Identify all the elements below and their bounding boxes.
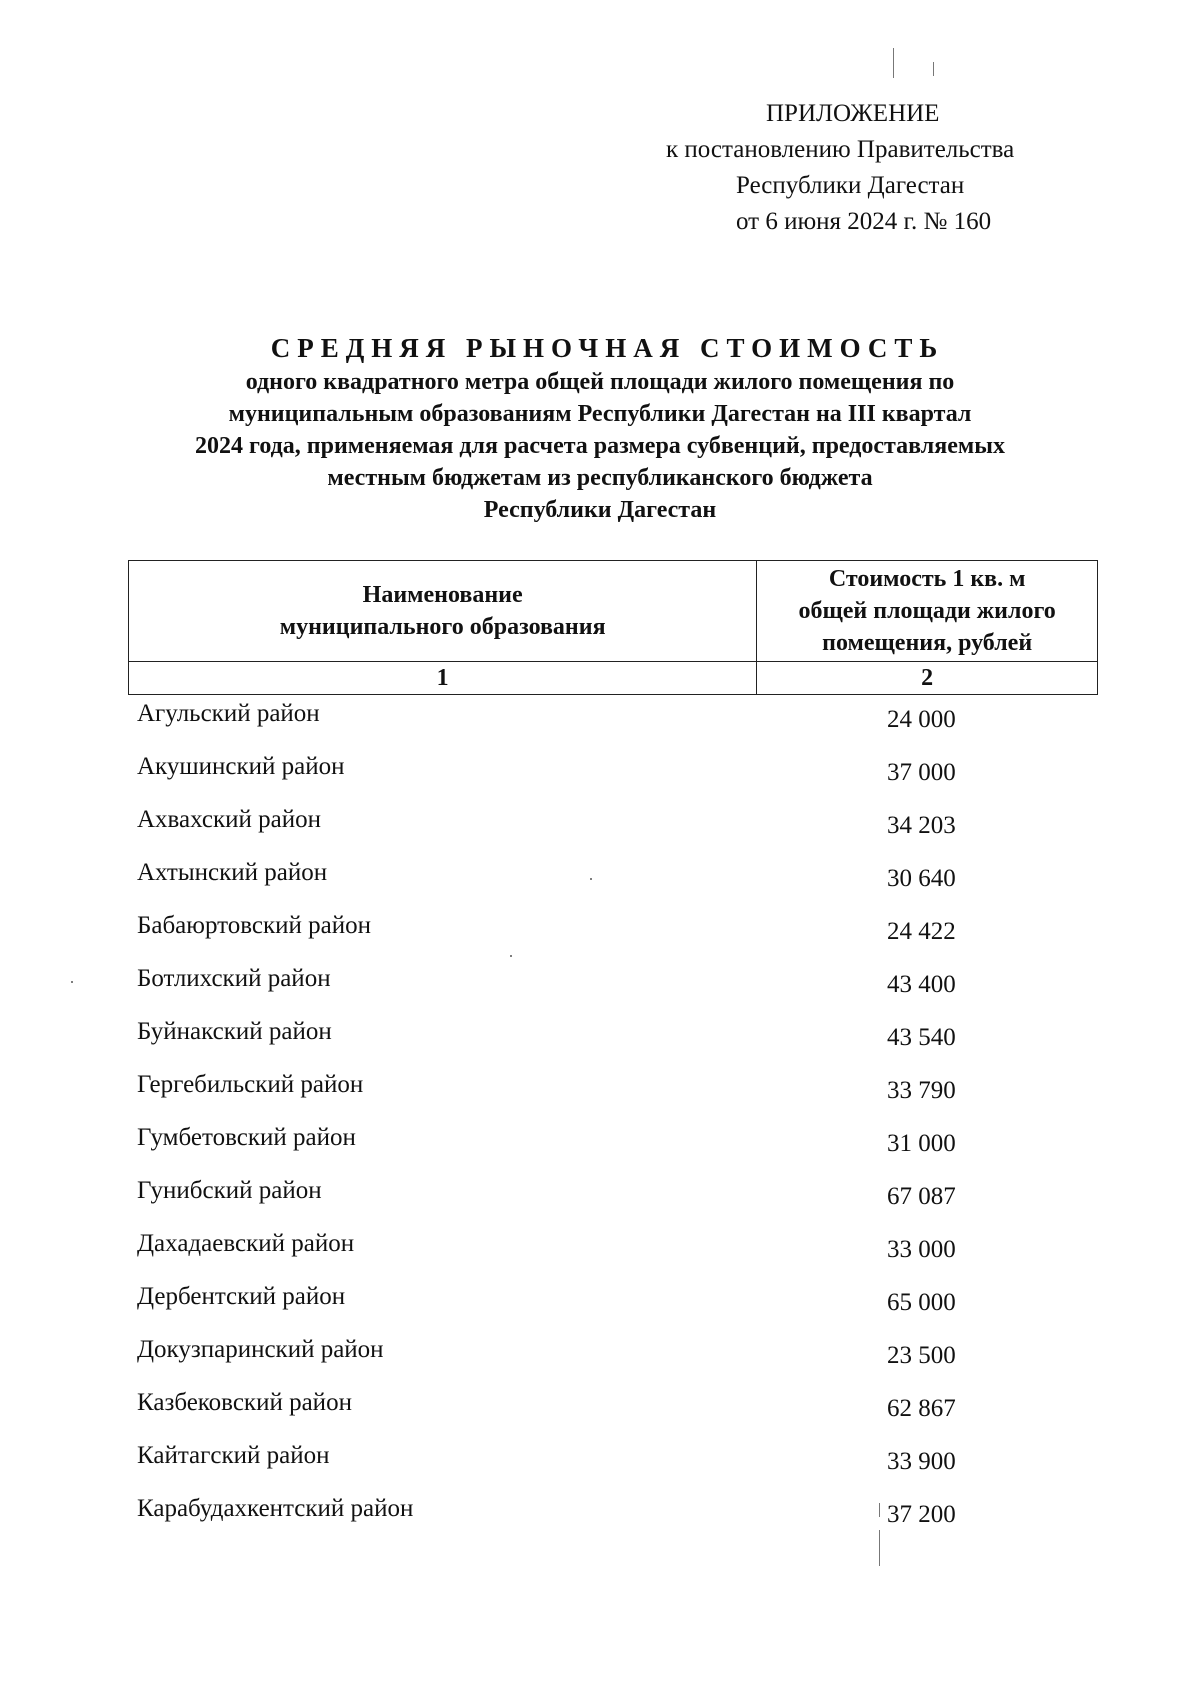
municipality-name: Ахвахский район	[137, 806, 322, 833]
cost-value: 34 203	[887, 812, 956, 839]
cost-value: 43 540	[887, 1024, 956, 1051]
municipality-name: Ботлихский район	[137, 965, 331, 992]
table-row	[137, 859, 1037, 912]
column-header-name	[129, 561, 757, 662]
municipality-name: Гергебильский район	[137, 1071, 364, 1098]
table-row	[137, 1283, 1037, 1336]
column-number-2: 2	[757, 662, 1098, 695]
appendix-resolution-ref: к постановлению Правительства	[666, 136, 1015, 163]
cost-value: 33 900	[887, 1448, 956, 1475]
appendix-header	[640, 96, 1100, 240]
table-body	[137, 700, 1037, 1548]
column-header-cost-line: помещения, рублей	[822, 630, 1033, 656]
scan-artifact-line	[893, 48, 894, 78]
table-header	[128, 560, 1098, 695]
column-header-name-line: муниципального образования	[279, 614, 606, 640]
subtitle-line: муниципальным образованиям Республики Дагестан на III квартал	[228, 401, 972, 427]
cost-value: 33 790	[887, 1077, 956, 1104]
table-row	[137, 1124, 1037, 1177]
cost-value: 23 500	[887, 1342, 956, 1369]
title-main: СРЕДНЯЯ РЫНОЧНАЯ СТОИМОСТЬ	[270, 333, 945, 363]
subtitle-line: местным бюджетам из республиканского бюджета	[327, 465, 873, 491]
cost-value: 62 867	[887, 1395, 956, 1422]
subtitle-line: одного квадратного метра общей площади жилого помещения по	[245, 369, 955, 395]
cost-value: 43 400	[887, 971, 956, 998]
municipality-name: Акушинский район	[137, 753, 345, 780]
municipality-name: Казбековский район	[137, 1389, 352, 1416]
cost-value: 31 000	[887, 1130, 956, 1157]
column-header-cost-line: общей площади жилого	[798, 598, 1056, 624]
column-header-cost-line: Стоимость 1 кв. м	[828, 566, 1026, 592]
municipality-name: Дахадаевский район	[137, 1230, 355, 1257]
scan-artifact-dot	[71, 981, 73, 983]
municipality-name: Ахтынский район	[137, 859, 328, 886]
table-row	[137, 753, 1037, 806]
table-row	[137, 806, 1037, 859]
table-row	[137, 912, 1037, 965]
cost-value: 67 087	[887, 1183, 956, 1210]
subtitle-line: Республики Дагестан	[483, 497, 717, 523]
cost-value: 37 200	[887, 1501, 956, 1528]
appendix-date-number: от 6 июня 2024 г. № 160	[736, 208, 992, 235]
table-row	[137, 1071, 1037, 1124]
cost-value: 37 000	[887, 759, 956, 786]
table-row	[137, 1336, 1037, 1389]
document-title	[100, 330, 1100, 526]
municipality-name: Гумбетовский район	[137, 1124, 356, 1151]
subtitle-line: 2024 года, применяемая для расчета размера субвенций, предоставляемых	[195, 433, 1005, 459]
column-number-1: 1	[129, 662, 757, 695]
table-row	[137, 700, 1037, 753]
table-row	[137, 1230, 1037, 1283]
appendix-republic: Республики Дагестан	[736, 172, 965, 199]
column-header-cost	[757, 561, 1098, 662]
cost-value: 33 000	[887, 1236, 956, 1263]
cost-value: 24 000	[887, 706, 956, 733]
table-row	[137, 1442, 1037, 1495]
municipality-name: Гунибский район	[137, 1177, 322, 1204]
table-row	[137, 965, 1037, 1018]
cost-value: 65 000	[887, 1289, 956, 1316]
table-row	[137, 1177, 1037, 1230]
table-row	[137, 1018, 1037, 1071]
scan-artifact-line	[933, 62, 934, 76]
municipality-name: Карабудахкентский район	[137, 1495, 414, 1522]
municipality-name: Буйнакский район	[137, 1018, 332, 1045]
appendix-title: ПРИЛОЖЕНИЕ	[766, 100, 940, 127]
municipality-name: Бабаюртовский район	[137, 912, 371, 939]
table-row	[137, 1389, 1037, 1442]
title-subtitle	[100, 366, 1100, 526]
municipality-name: Докузпаринский район	[137, 1336, 384, 1363]
column-header-name-line: Наименование	[362, 582, 523, 608]
cost-value: 24 422	[887, 918, 956, 945]
municipality-name: Кайтагский район	[137, 1442, 330, 1469]
municipality-name: Агульский район	[137, 700, 320, 727]
cost-value: 30 640	[887, 865, 956, 892]
table-row	[137, 1495, 1037, 1548]
municipality-name: Дербентский район	[137, 1283, 346, 1310]
